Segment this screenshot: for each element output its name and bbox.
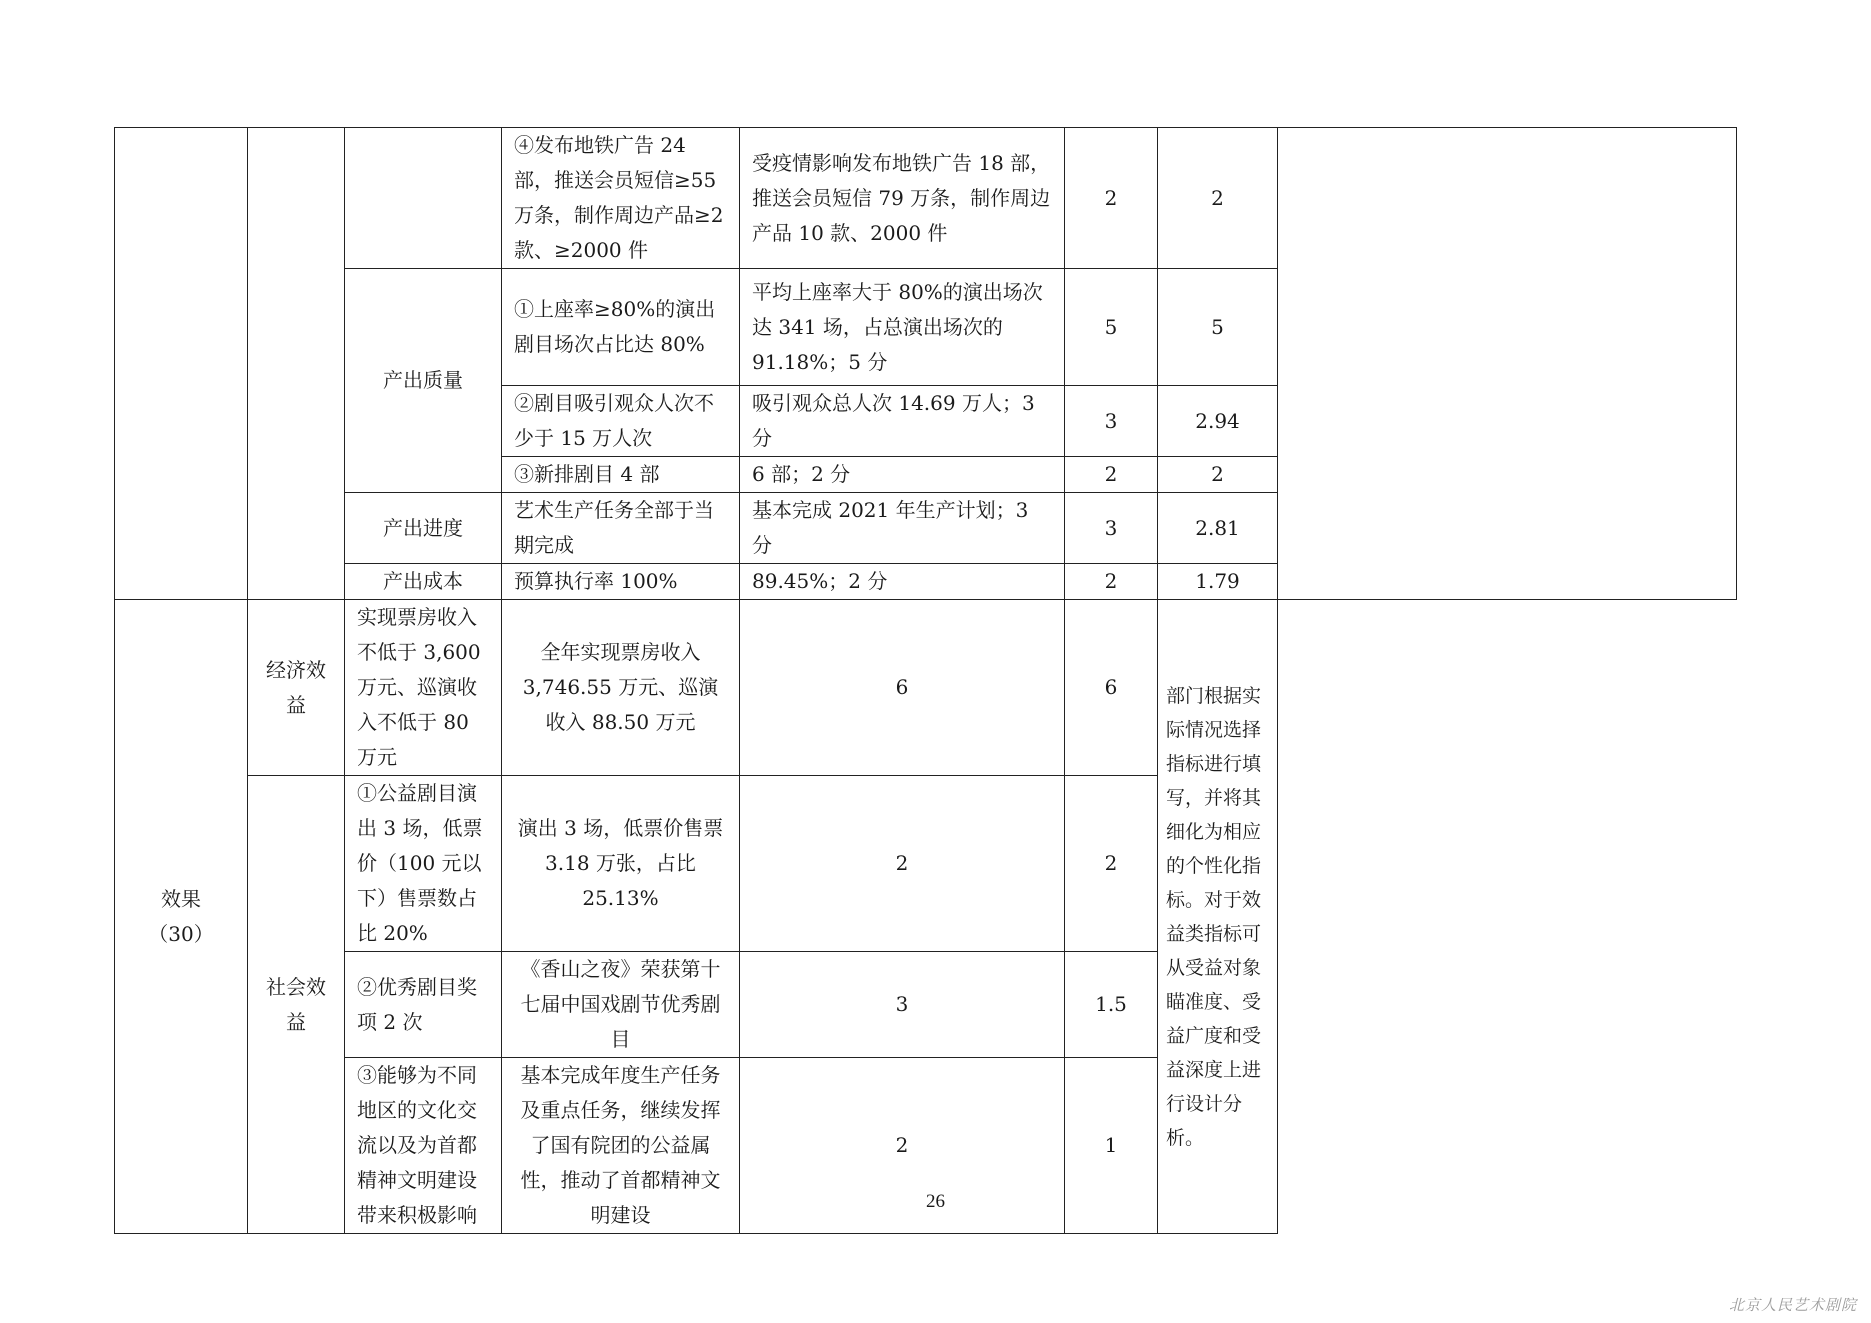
actual-cell: 受疫情影响发布地铁广告 18 部，推送会员短信 79 万条，制作周边产品 10 款、2000 件 — [740, 128, 1065, 269]
score-cell: 6 — [1065, 600, 1158, 776]
target-cell: ②剧目吸引观众人次不少于 15 万人次 — [502, 386, 740, 457]
cost-label-cell: 产出成本 — [345, 564, 502, 600]
effect-label-cell — [115, 600, 248, 1234]
target-cell: ①上座率≥80%的演出剧目场次占比达 80% — [502, 269, 740, 386]
weight-cell: 2 — [1065, 564, 1158, 600]
target-cell: ②优秀剧目奖项 2 次 — [345, 952, 502, 1058]
target-cell: ③能够为不同地区的文化交流以及为首都精神文明建设带来积极影响 — [345, 1058, 502, 1234]
score-cell: 2 — [1065, 776, 1158, 952]
progress-label-cell: 产出进度 — [345, 493, 502, 564]
score-cell: 1.79 — [1158, 564, 1278, 600]
actual-cell: 基本完成年度生产任务及重点任务，继续发挥了国有院团的公益属性，推动了首都精神文明建设 — [502, 1058, 740, 1234]
table-row — [115, 600, 1737, 776]
watermark-logo: 北京人民艺术剧院 — [1728, 1296, 1857, 1314]
actual-cell: 吸引观众总人次 14.69 万人；3 分 — [740, 386, 1065, 457]
weight-cell: 6 — [740, 600, 1065, 776]
quality-label-cell: 产出质量 — [345, 269, 502, 493]
actual-cell: 6 部；2 分 — [740, 457, 1065, 493]
actual-cell: 《香山之夜》荣获第十七届中国戏剧节优秀剧目 — [502, 952, 740, 1058]
actual-cell: 全年实现票房收入 3,746.55 万元、巡演收入 88.50 万元 — [502, 600, 740, 776]
page-number: 26 — [926, 1191, 945, 1212]
target-cell: 实现票房收入不低于 3,600 万元、巡演收入不低于 80 万元 — [345, 600, 502, 776]
score-cell: 2 — [1158, 457, 1278, 493]
actual-cell: 演出 3 场，低票价售票 3.18 万张，占比 25.13% — [502, 776, 740, 952]
weight-cell: 2 — [1065, 457, 1158, 493]
economic-label-cell: 经济效益 — [248, 600, 345, 776]
weight-cell: 5 — [1065, 269, 1158, 386]
level2-empty-cell — [248, 128, 345, 600]
actual-cell: 89.45%；2 分 — [740, 564, 1065, 600]
level3-empty-cell — [345, 128, 502, 269]
weight-cell: 3 — [1065, 386, 1158, 457]
target-cell: 艺术生产任务全部于当期完成 — [502, 493, 740, 564]
effect-points: （30） — [148, 921, 214, 946]
score-cell: 2.81 — [1158, 493, 1278, 564]
score-cell: 1 — [1065, 1058, 1158, 1234]
weight-cell: 3 — [740, 952, 1065, 1058]
effect-label: 效果 — [161, 886, 201, 911]
target-cell: ④发布地铁广告 24 部，推送会员短信≥55 万条，制作周边产品≥2 款、≥2000 件 — [502, 128, 740, 269]
score-cell: 2.94 — [1158, 386, 1278, 457]
table-row — [115, 952, 1737, 1058]
note-empty-cell — [1278, 128, 1737, 600]
target-cell: ③新排剧目 4 部 — [502, 457, 740, 493]
performance-evaluation-table — [114, 127, 1737, 1234]
level1-empty-cell — [115, 128, 248, 600]
score-cell: 1.5 — [1065, 952, 1158, 1058]
social-label-cell: 社会效益 — [248, 776, 345, 1234]
actual-cell: 平均上座率大于 80%的演出场次达 341 场，占总演出场次的 91.18%；5 分 — [740, 269, 1065, 386]
score-cell: 5 — [1158, 269, 1278, 386]
table-row — [115, 128, 1737, 269]
weight-cell: 2 — [1065, 128, 1158, 269]
weight-cell: 3 — [1065, 493, 1158, 564]
score-cell: 2 — [1158, 128, 1278, 269]
target-cell: 预算执行率 100% — [502, 564, 740, 600]
effect-note-cell: 部门根据实际情况选择指标进行填写，并将其细化为相应的个性化指标。对于效益类指标可从受益对象瞄准度、受益广度和受益深度上进行设计分析。 — [1158, 600, 1278, 1234]
weight-cell: 2 — [740, 776, 1065, 952]
target-cell: ①公益剧目演出 3 场，低票价（100 元以下）售票数占比 20% — [345, 776, 502, 952]
table-row — [115, 776, 1737, 952]
actual-cell: 基本完成 2021 年生产计划；3 分 — [740, 493, 1065, 564]
weight-cell: 2 — [740, 1058, 1065, 1234]
